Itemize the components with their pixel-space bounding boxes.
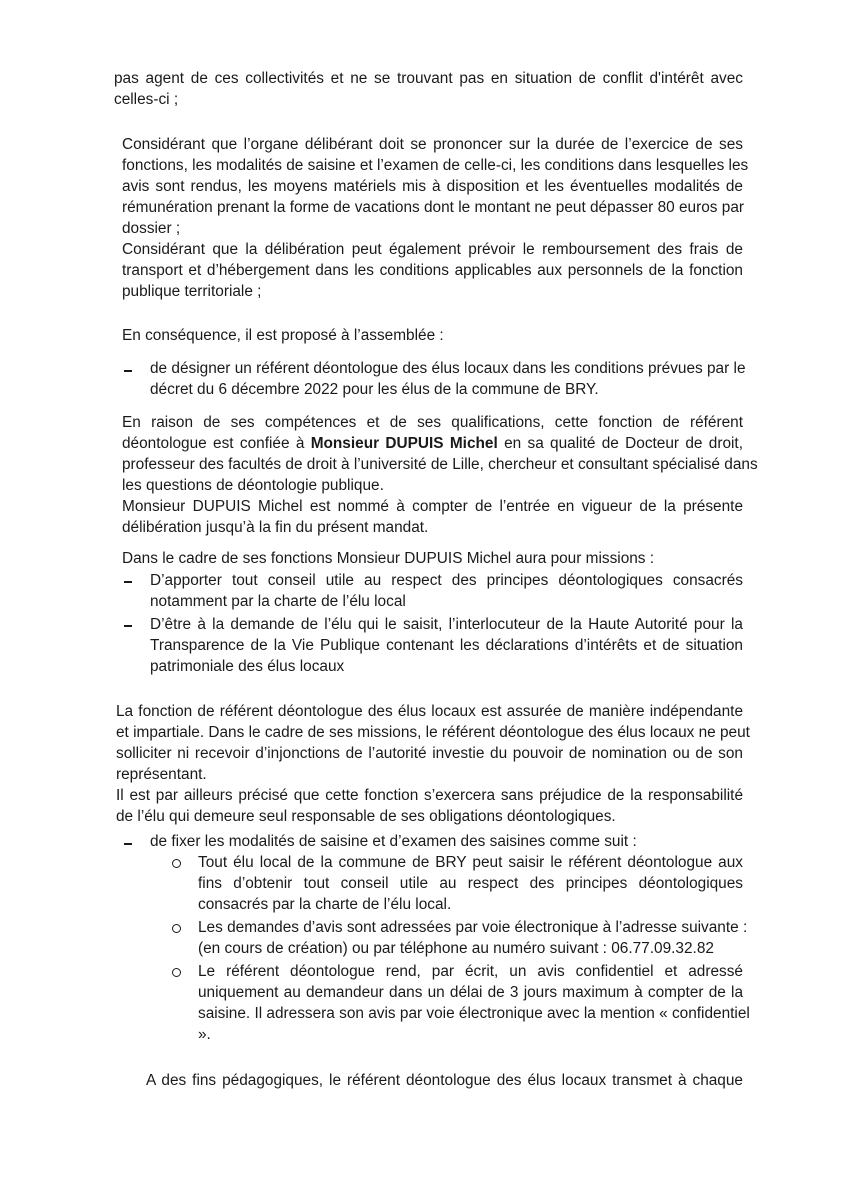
text-line: En conséquence, il est proposé à l’assemblée :	[122, 327, 444, 344]
text-line: Les demandes d’avis sont adressées par voie électronique à l’adresse suivante :	[198, 919, 748, 936]
text-line: publique territoriale ;	[122, 283, 262, 300]
final-paragraph	[146, 1070, 743, 1091]
text-line: uniquement au demandeur dans un délai de 3 jours maximum à compter de la	[198, 984, 743, 1001]
text-line: D’apporter tout conseil utile au respect des principes déontologiques consacrés	[150, 572, 743, 589]
text-line: les questions de déontologie publique.	[122, 477, 384, 494]
text-line: de désigner un référent déontologue des élus locaux dans les conditions prévues par le	[150, 360, 746, 377]
bullet-circle	[172, 924, 181, 933]
bullet-dash	[124, 370, 132, 372]
text-line: délibération jusqu’à la fin du présent mandat.	[122, 519, 429, 536]
saisine-intro	[150, 831, 743, 852]
text-line: En raison de ses compétences et de ses qualifications, cette fonction de référent	[122, 414, 743, 431]
text-line: celles-ci ;	[114, 91, 179, 108]
saisine-item-3	[198, 961, 750, 1045]
bullet-dash	[124, 581, 132, 583]
missions-intro	[122, 548, 743, 569]
bullet-dash	[124, 625, 132, 627]
text-line: Transparence de la Vie Publique contenant les déclarations d’intérêts et de situation	[150, 637, 743, 654]
text-line: dossier ;	[122, 220, 181, 237]
considerant-paragraph-1	[122, 134, 749, 239]
text-line: Monsieur DUPUIS Michel est nommé à compter de l’entrée en vigueur de la présente	[122, 498, 743, 515]
text-line: fonctions, les modalités de saisine et l’examen de celle-ci, les conditions dans lesquelles les	[122, 157, 749, 174]
text-line: et impartiale. Dans le cadre de ses missions, le référent déontologue des élus locaux ne peut	[116, 724, 750, 741]
designer-paragraph	[150, 358, 746, 400]
text-line: professeur des facultés de droit à l’université de Lille, chercheur et consultant spécialisé dans	[122, 456, 758, 473]
considerant-paragraph-2	[122, 239, 743, 302]
text-line: ».	[198, 1026, 211, 1043]
text-line: Il est par ailleurs précisé que cette fonction s’exercera sans préjudice de la responsabilité	[116, 787, 743, 804]
intro-paragraph	[114, 68, 743, 110]
text-line: pas agent de ces collectivités et ne se trouvant pas en situation de conflit d'intérêt avec	[114, 70, 743, 87]
text-line: rémunération prenant la forme de vacations dont le montant ne peut dépasser 80 euros par	[122, 199, 744, 216]
raison-paragraph	[122, 412, 758, 538]
saisine-item-1	[198, 852, 743, 915]
consequence-line	[122, 325, 743, 346]
bullet-circle	[172, 968, 181, 977]
text-fragment: en sa qualité de Docteur de droit,	[497, 435, 743, 452]
text-line: D’être à la demande de l’élu qui le saisit, l’interlocuteur de la Haute Autorité pour la	[150, 616, 743, 633]
text-line: fins d’obtenir tout conseil utile au respect des principes déontologiques	[198, 875, 743, 892]
bullet-circle	[172, 859, 181, 868]
text-line: de fixer les modalités de saisine et d’examen des saisines comme suit :	[150, 833, 637, 850]
text-line: notamment par la charte de l’élu local	[150, 593, 406, 610]
mission-item-2	[150, 614, 743, 677]
saisine-item-2	[198, 917, 748, 959]
referent-name: Monsieur DUPUIS Michel	[310, 435, 498, 452]
text-line: Tout élu local de la commune de BRY peut saisir le référent déontologue aux	[198, 854, 743, 871]
text-line: Considérant que la délibération peut également prévoir le remboursement des frais de	[122, 241, 743, 258]
text-line	[122, 433, 743, 454]
text-line: décret du 6 décembre 2022 pour les élus de la commune de BRY.	[150, 381, 599, 398]
text-line: représentant.	[116, 766, 207, 783]
bullet-dash	[124, 843, 132, 845]
text-line: patrimoniale des élus locaux	[150, 658, 345, 675]
text-line: solliciter ni recevoir d’injonctions de l’autorité investie du pouvoir de nomination ou de son	[116, 745, 743, 762]
text-line: (en cours de création) ou par téléphone au numéro suivant : 06.77.09.32.82	[198, 940, 714, 957]
text-line: La fonction de référent déontologue des élus locaux est assurée de manière indépendante	[116, 703, 743, 720]
text-fragment: déontologue est confiée à	[122, 435, 311, 452]
text-line: Le référent déontologue rend, par écrit, un avis confidentiel et adressé	[198, 963, 743, 980]
text-line: consacrés par la charte de l’élu local.	[198, 896, 452, 913]
text-line: saisine. Il adressera son avis par voie électronique avec la mention « confidentiel	[198, 1005, 750, 1022]
text-line: A des fins pédagogiques, le référent déontologue des élus locaux transmet à chaque	[146, 1072, 743, 1089]
text-line: Dans le cadre de ses fonctions Monsieur DUPUIS Michel aura pour missions :	[122, 550, 655, 567]
fonction-paragraph	[116, 701, 750, 827]
text-line: transport et d’hébergement dans les conditions applicables aux personnels de la fonction	[122, 262, 743, 279]
mission-item-1	[150, 570, 743, 612]
text-line: avis sont rendus, les moyens matériels mis à disposition et les éventuelles modalités de	[122, 178, 743, 195]
text-line: de l’élu qui demeure seul responsable de ses obligations déontologiques.	[116, 808, 616, 825]
text-line: Considérant que l’organe délibérant doit se prononcer sur la durée de l’exercice de ses	[122, 136, 743, 153]
